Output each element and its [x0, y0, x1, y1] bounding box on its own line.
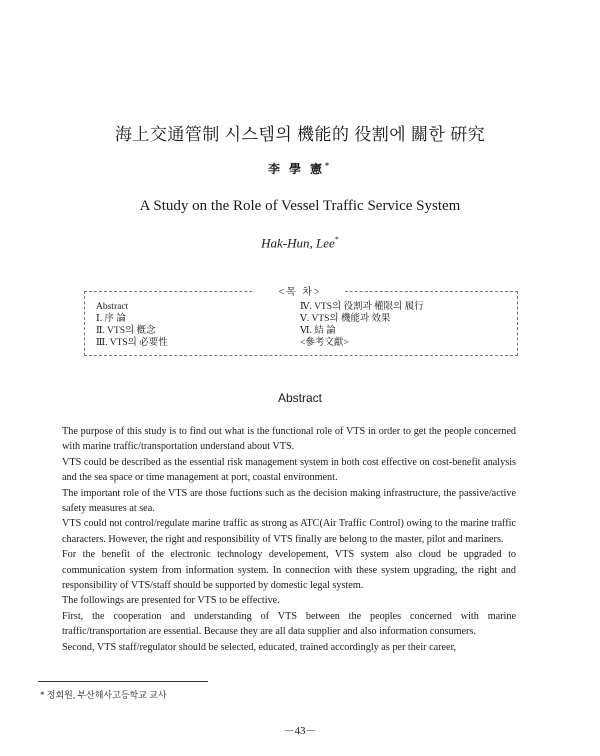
abstract-paragraph: The important role of the VTS are those fuctions such as the decision making infrastructure, the passive/active safety measures at sea.	[62, 487, 516, 515]
abstract-paragraph: VTS could be described as the essential risk management system in both cost effective on cost-benefit analysis and the sea space or time management at port, coastal environment.	[62, 456, 516, 484]
toc-item: Abstract	[96, 302, 129, 312]
page-number: －43－	[283, 725, 317, 737]
abstract-paragraph: The followings are presented for VTS to be effective.	[62, 595, 280, 607]
toc-heading: <목 차>	[255, 283, 345, 298]
abstract-paragraph: For the benefit of the electronic technology developement, VTS system also cloud be upgraded to communication system from information system. In connection with these system upgrading, the right and responsibility of VTS/staff should be supported by domestic legal system.	[62, 549, 516, 592]
author-footnote-mark-en: *	[334, 235, 339, 244]
toc-item: Ⅲ. VTS의 必要性	[96, 338, 168, 348]
abstract-paragraph: The purpose of this study is to find out what is the functional role of VTS in order to get the people concerned with marine traffic/transportation understand about VTS.	[62, 426, 516, 453]
abstract-paragraph: First, the cooperation and understanding of VTS between the peoples concerned with marine traffic/transportation are essential. Because they are all data supplier and also information consumers.	[62, 610, 516, 638]
author-name-korean	[0, 160, 600, 177]
toc-item: Ⅵ. 結 論	[300, 326, 336, 336]
abstract-heading: Abstract	[277, 391, 322, 405]
toc-item: <參考文獻>	[300, 338, 349, 348]
toc-item: Ⅳ. VTS의 役割과 權限의 履行	[300, 302, 424, 312]
author-footnote-mark: *	[325, 161, 332, 170]
abstract-body	[62, 424, 516, 655]
toc-item: Ⅴ. VTS의 機能과 效果	[300, 314, 391, 324]
author-footnote: * 정회원, 부산해사고등학교 교사	[40, 690, 167, 700]
paper-title-english: A Study on the Role of Vessel Traffic Service System	[139, 198, 461, 214]
toc-left-column	[96, 301, 168, 349]
author-name-english	[0, 235, 600, 251]
abstract-paragraph: Second, VTS staff/regulator should be selected, educated, trained accordingly as per their career,	[62, 641, 457, 653]
abstract-paragraph: VTS could not control/regulate marine traffic as strong as ATC(Air Traffic Control) owing to the marine traffic characters. However, the right and responsibility of VTS finally are belong to the master, pilot and mariners.	[62, 518, 516, 545]
toc-right-column	[300, 301, 424, 349]
footnote-rule	[38, 681, 208, 682]
author-name-korean-text: 李 學 憲	[267, 162, 325, 176]
author-name-english-text: Hak-Hun, Lee	[261, 235, 335, 251]
toc-item: Ⅰ. 序 論	[96, 314, 126, 324]
paper-title-korean: 海上交通管制 시스템의 機能的 役割에 關한 硏究	[114, 125, 486, 144]
toc-item: Ⅱ. VTS의 槪念	[96, 326, 156, 336]
